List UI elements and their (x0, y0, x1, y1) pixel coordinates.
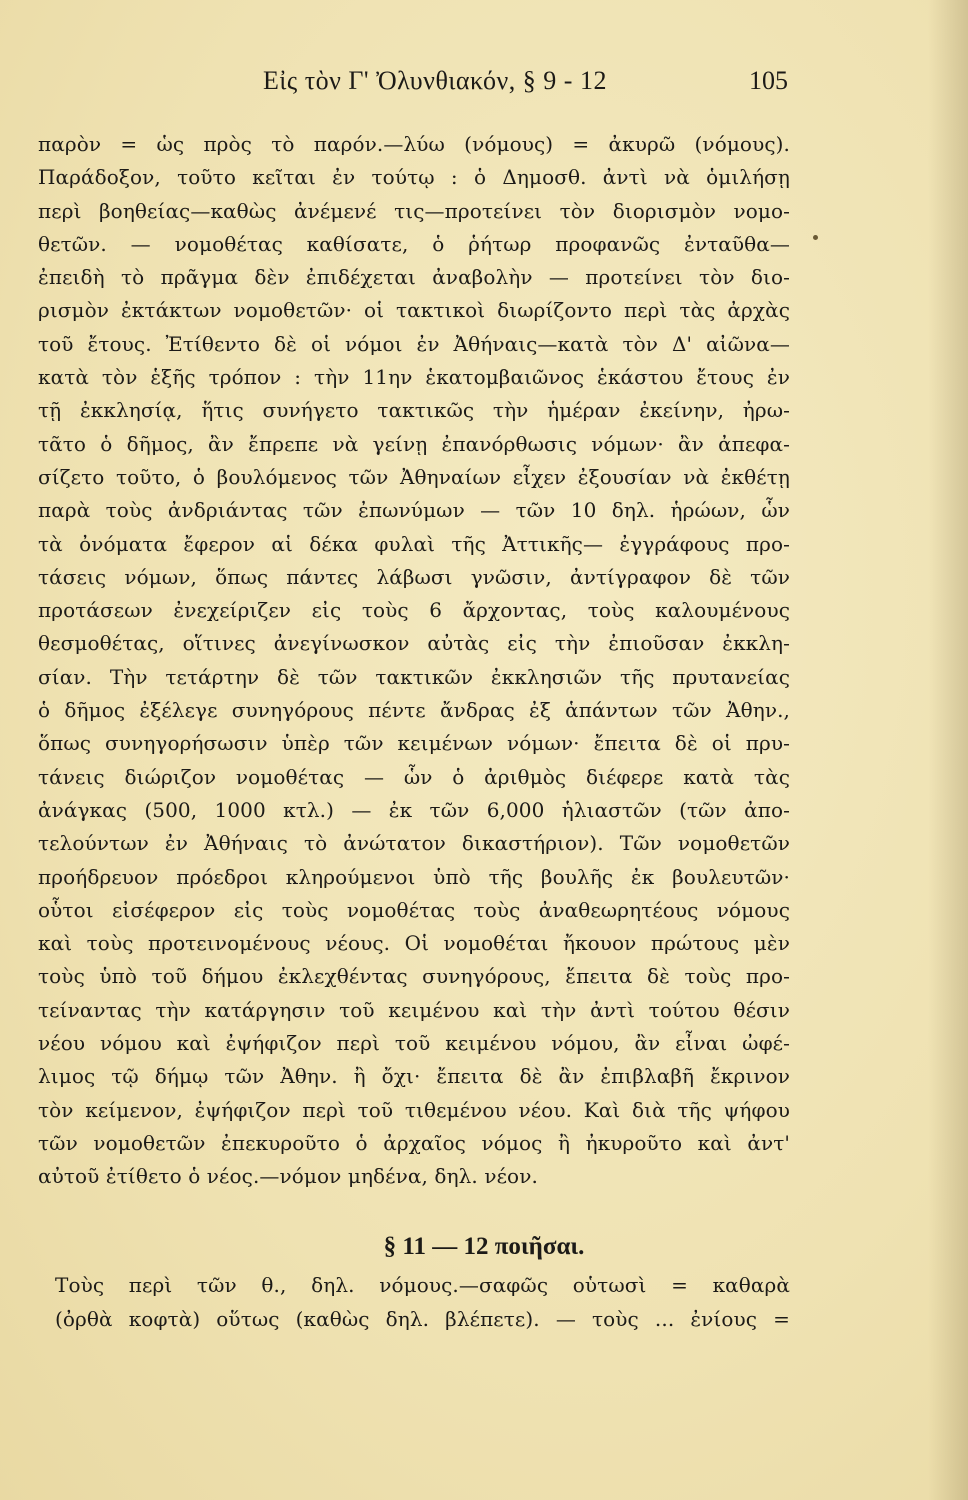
text-line-15: προτάσεων ἐνεχείριζεν εἰς τοὺς 6 ἄρχοντας, τοὺς καλουμένους (38, 598, 790, 623)
text-line-21: ἀνάγκας (500, 1000 κτλ.) — ἐκ τῶν 6,000 ἡλιαστῶν (τῶν ἀπο- (38, 797, 790, 822)
text-line-26: τοὺς ὑπὸ τοῦ δήμου ἐκλεχθέντας συνηγόρους, ἔπειτα δὲ τοὺς προ- (38, 964, 790, 989)
text-line-4: θετῶν. — νομοθέτας καθίσατε, ὁ ῥήτωρ προφανῶς ἐνταῦθα— (38, 231, 790, 256)
text-line-23: προήδρευον πρόεδροι κληρούμενοι ὑπὸ τῆς βουλῆς ἐκ βουλευτῶν· (38, 864, 790, 889)
text-line-31: τῶν νομοθετῶν ἐπεκυροῦτο ὁ ἀρχαῖος νόμος ἢ ἠκυροῦτο καὶ ἀντ' (38, 1130, 790, 1155)
text-line-1: παρὸν = ὡς πρὸς τὸ παρόν.—λύω (νόμους) = ἀκυρῶ (νόμους). (38, 132, 790, 156)
text-line-11: σίζετο τοῦτο, ὁ βουλόμενος τῶν Ἀθηναίων εἶχεν ἐξουσίαν νὰ ἐκθέτῃ (38, 464, 790, 489)
text-line-16: θεσμοθέτας, οἵτινες ἀνεγίνωσκον αὐτὰς εἰς τὴν ἐπιοῦσαν ἐκκλη- (38, 631, 790, 656)
text-line-14: τάσεις νόμων, ὅπως πάντες λάβωσι γνῶσιν, ἀντίγραφον δὲ τῶν (38, 564, 790, 589)
running-head (0, 66, 968, 106)
page-edge-shadow (928, 0, 968, 1500)
text-line-27: τείναντας τὴν κατάργησιν τοῦ κειμένου καὶ τὴν ἀντὶ τούτου θέσιν (38, 997, 790, 1022)
section-body (55, 1268, 790, 1336)
text-line-25: καὶ τοὺς προτεινομένους νέους. Οἱ νομοθέται ἤκουον πρώτους μὲν (38, 931, 790, 956)
text-line-8: κατὰ τὸν ἑξῆς τρόπον : τὴν 11ην ἑκατομβαιῶνος ἑκάστου ἔτους ἐν (38, 365, 790, 390)
text-line-2: Παράδοξον, τοῦτο κεῖται ἐν τούτῳ : ὁ Δημοσθ. ἀντὶ νὰ ὁμιλήσῃ (38, 165, 790, 190)
section-line-2: (ὀρθὰ κοφτὰ) οὕτως (καθὼς δηλ. βλέπετε). — τοὺς ... ἐνίους = (55, 1307, 790, 1331)
text-line-32: αὐτοῦ ἐτίθετο ὁ νέος.—νόμον μηδένα, δηλ. νέον. (38, 1164, 538, 1189)
text-line-29: λιμος τῷ δήμῳ τῶν Ἀθην. ἢ ὄχι· ἔπειτα δὲ ἂν ἐπιβλαβῆ ἔκρινον (38, 1064, 790, 1089)
text-line-24: οὗτοι εἰσέφερον εἰς τοὺς νομοθέτας τοὺς ἀναθεωρητέους νόμους (38, 897, 790, 922)
text-line-10: τᾶτο ὁ δῆμος, ἂν ἔπρεπε νὰ γείνῃ ἐπανόρθωσις νόμων· ἂν ἀπεφα- (38, 431, 790, 456)
text-line-30: τὸν κείμενον, ἐψήφιζον περὶ τοῦ τιθεμένου νέου. Καὶ διὰ τῆς ψήφου (38, 1097, 790, 1122)
text-line-17: σίαν. Τὴν τετάρτην δὲ τῶν τακτικῶν ἐκκλησιῶν τῆς πρυτανείας (38, 664, 790, 689)
text-line-13: τὰ ὀνόματα ἔφερον αἱ δέκα φυλαὶ τῆς Ἀττικῆς— ἐγγράφους προ- (38, 531, 790, 556)
text-line-9: τῇ ἐκκλησίᾳ, ἥτις συνήγετο τακτικῶς τὴν ἡμέραν ἐκείνην, ἠρω- (38, 398, 790, 423)
page-number: 105 (749, 66, 788, 95)
text-line-12: παρὰ τοὺς ἀνδριάντας τῶν ἐπωνύμων — τῶν 10 δηλ. ἡρώων, ὧν (38, 498, 790, 523)
text-line-18: ὁ δῆμος ἐξέλεγε συνηγόρους πέντε ἄνδρας ἐξ ἁπάντων τῶν Ἀθην., (38, 698, 790, 723)
running-head-title: Εἰς τὸν Γ' Ὀλυνθιακόν, § 9 - 12 (263, 66, 607, 95)
commentary-body (38, 128, 790, 1194)
text-line-6: ρισμὸν ἐκτάκτων νομοθετῶν· οἱ τακτικοὶ διωρίζοντο περὶ τὰς ἀρχὰς (38, 298, 790, 323)
section-heading: § 11 — 12 ποιῆσαι. (383, 1233, 585, 1260)
section-line-1: Τοὺς περὶ τῶν θ., δηλ. νόμους.—σαφῶς οὑτωσὶ = καθαρὰ (55, 1273, 790, 1297)
margin-mark (813, 235, 818, 240)
text-line-20: τάνεις διώριζον νομοθέτας — ὧν ὁ ἀριθμὸς διέφερε κατὰ τὰς (38, 764, 790, 789)
text-line-5: ἐπειδὴ τὸ πρᾶγμα δὲν ἐπιδέχεται ἀναβολὴν — προτείνει τὸν διο- (38, 265, 790, 290)
text-line-19: ὅπως συνηγορήσωσιν ὑπὲρ τῶν κειμένων νόμων· ἔπειτα δὲ οἱ πρυ- (38, 731, 790, 756)
text-line-3: περὶ βοηθείας—καθὼς ἀνέμενέ τις—προτείνει τὸν διορισμὸν νομο- (38, 198, 790, 223)
text-line-28: νέου νόμου καὶ ἐψήφιζον περὶ τοῦ κειμένου νόμου, ἂν εἶναι ὠφέ- (38, 1031, 790, 1056)
text-line-22: τελούντων ἐν Ἀθήναις τὸ ἀνώτατον δικαστήριον). Τῶν νομοθετῶν (38, 831, 790, 856)
text-line-7: τοῦ ἔτους. Ἐτίθεντο δὲ οἱ νόμοι ἐν Ἀθήναις—κατὰ τὸν Δ' αἰῶνα— (38, 331, 790, 356)
